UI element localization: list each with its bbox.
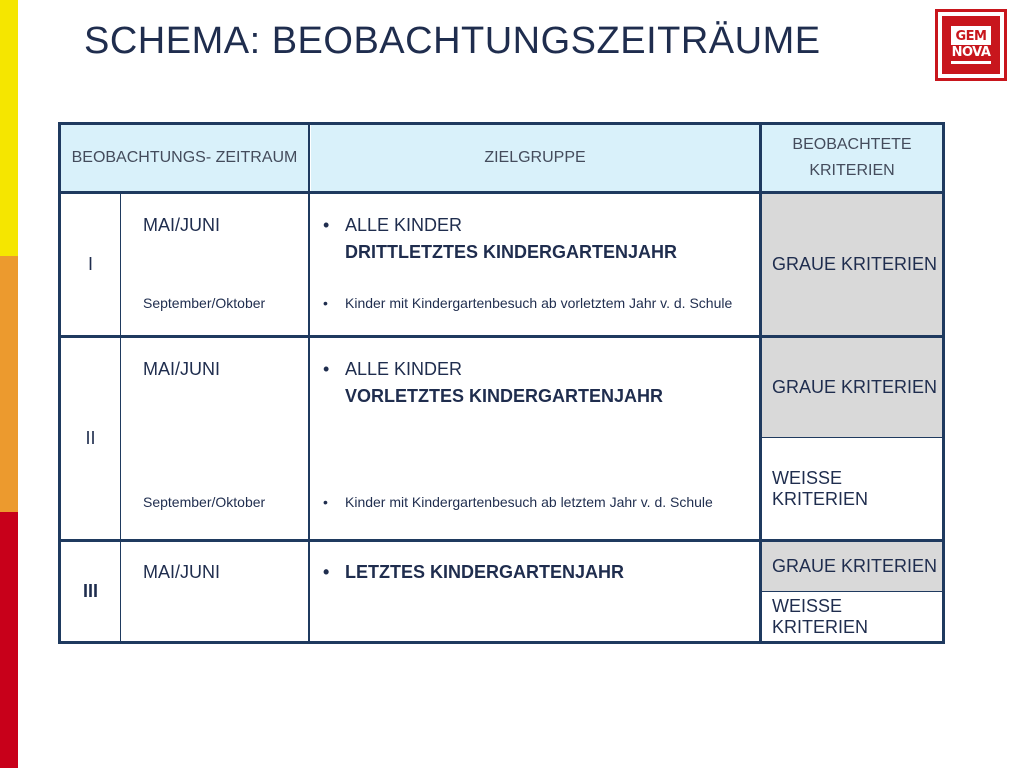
side-bar-red xyxy=(0,512,18,768)
header-period: BEOBACHTUNGS- ZEITRAUM xyxy=(61,125,308,191)
bullet-icon: • xyxy=(323,295,328,311)
column-divider-roman xyxy=(120,194,121,641)
row-1-target-line1: ALLE KINDER xyxy=(345,215,463,235)
column-divider-criteria xyxy=(759,125,762,641)
bullet-icon: • xyxy=(323,215,330,235)
row-2-period-sub: September/Oktober xyxy=(143,494,266,510)
row-1-target-line2: DRITTLETZTES KINDERGARTENJAHR xyxy=(345,242,677,262)
column-divider-period xyxy=(308,125,310,641)
side-bar-orange xyxy=(0,256,18,512)
row-1-target-item xyxy=(323,215,462,236)
criteria-divider-2 xyxy=(762,437,942,438)
bullet-icon: • xyxy=(323,494,328,510)
row-3-roman: III xyxy=(82,581,98,601)
row-2-target-line1: ALLE KINDER xyxy=(345,359,463,379)
row-3-criteria-grey: GRAUE KRITERIEN xyxy=(762,542,942,591)
row-2-target-sub-item xyxy=(323,494,713,510)
row-divider-1 xyxy=(61,335,942,338)
gemnova-logo xyxy=(938,12,1004,78)
header-divider xyxy=(61,191,942,194)
row-3-criteria-white: WEISSE KRITERIEN xyxy=(772,595,869,637)
row-1-period-sub: September/Oktober xyxy=(143,295,266,311)
logo-text-nova: NOVA xyxy=(951,45,991,60)
row-1-roman: I xyxy=(87,254,93,274)
row-1-target-sub-item xyxy=(323,295,732,311)
row-1-criteria-grey: GRAUE KRITERIEN xyxy=(762,194,942,335)
bullet-icon: • xyxy=(323,359,330,379)
page-title: SCHEMA: BEOBACHTUNGSZEITRÄUME xyxy=(84,20,821,62)
header-criteria: BEOBACHTETE KRITERIEN xyxy=(762,125,942,191)
row-3-target-line1: LETZTES KINDERGARTENJAHR xyxy=(345,562,625,582)
criteria-divider-3 xyxy=(762,591,942,592)
header-target: ZIELGRUPPE xyxy=(311,125,759,191)
row-3-target-item xyxy=(323,562,624,583)
side-bar-yellow xyxy=(0,0,18,256)
logo-text-gem: GEM xyxy=(955,29,987,44)
row-2-target-sub: Kinder mit Kindergartenbesuch ab letztem Jahr v. d. Schule xyxy=(345,494,713,510)
row-3-period-main: MAI/JUNI xyxy=(143,562,221,582)
row-2-target-line2: VORLETZTES KINDERGARTENJAHR xyxy=(345,386,664,406)
row-2-period-main: MAI/JUNI xyxy=(143,359,221,379)
row-divider-2 xyxy=(61,539,942,542)
row-1-period-main: MAI/JUNI xyxy=(143,215,221,235)
schema-table xyxy=(58,122,945,644)
row-1-target-sub: Kinder mit Kindergartenbesuch ab vorletztem Jahr v. d. Schule xyxy=(345,295,733,311)
row-2-roman: II xyxy=(85,428,96,448)
row-2-target-item xyxy=(323,359,462,380)
row-2-criteria-grey: GRAUE KRITERIEN xyxy=(762,338,942,437)
bullet-icon: • xyxy=(323,562,330,582)
row-2-criteria-white: WEISSE KRITERIEN xyxy=(772,467,869,509)
